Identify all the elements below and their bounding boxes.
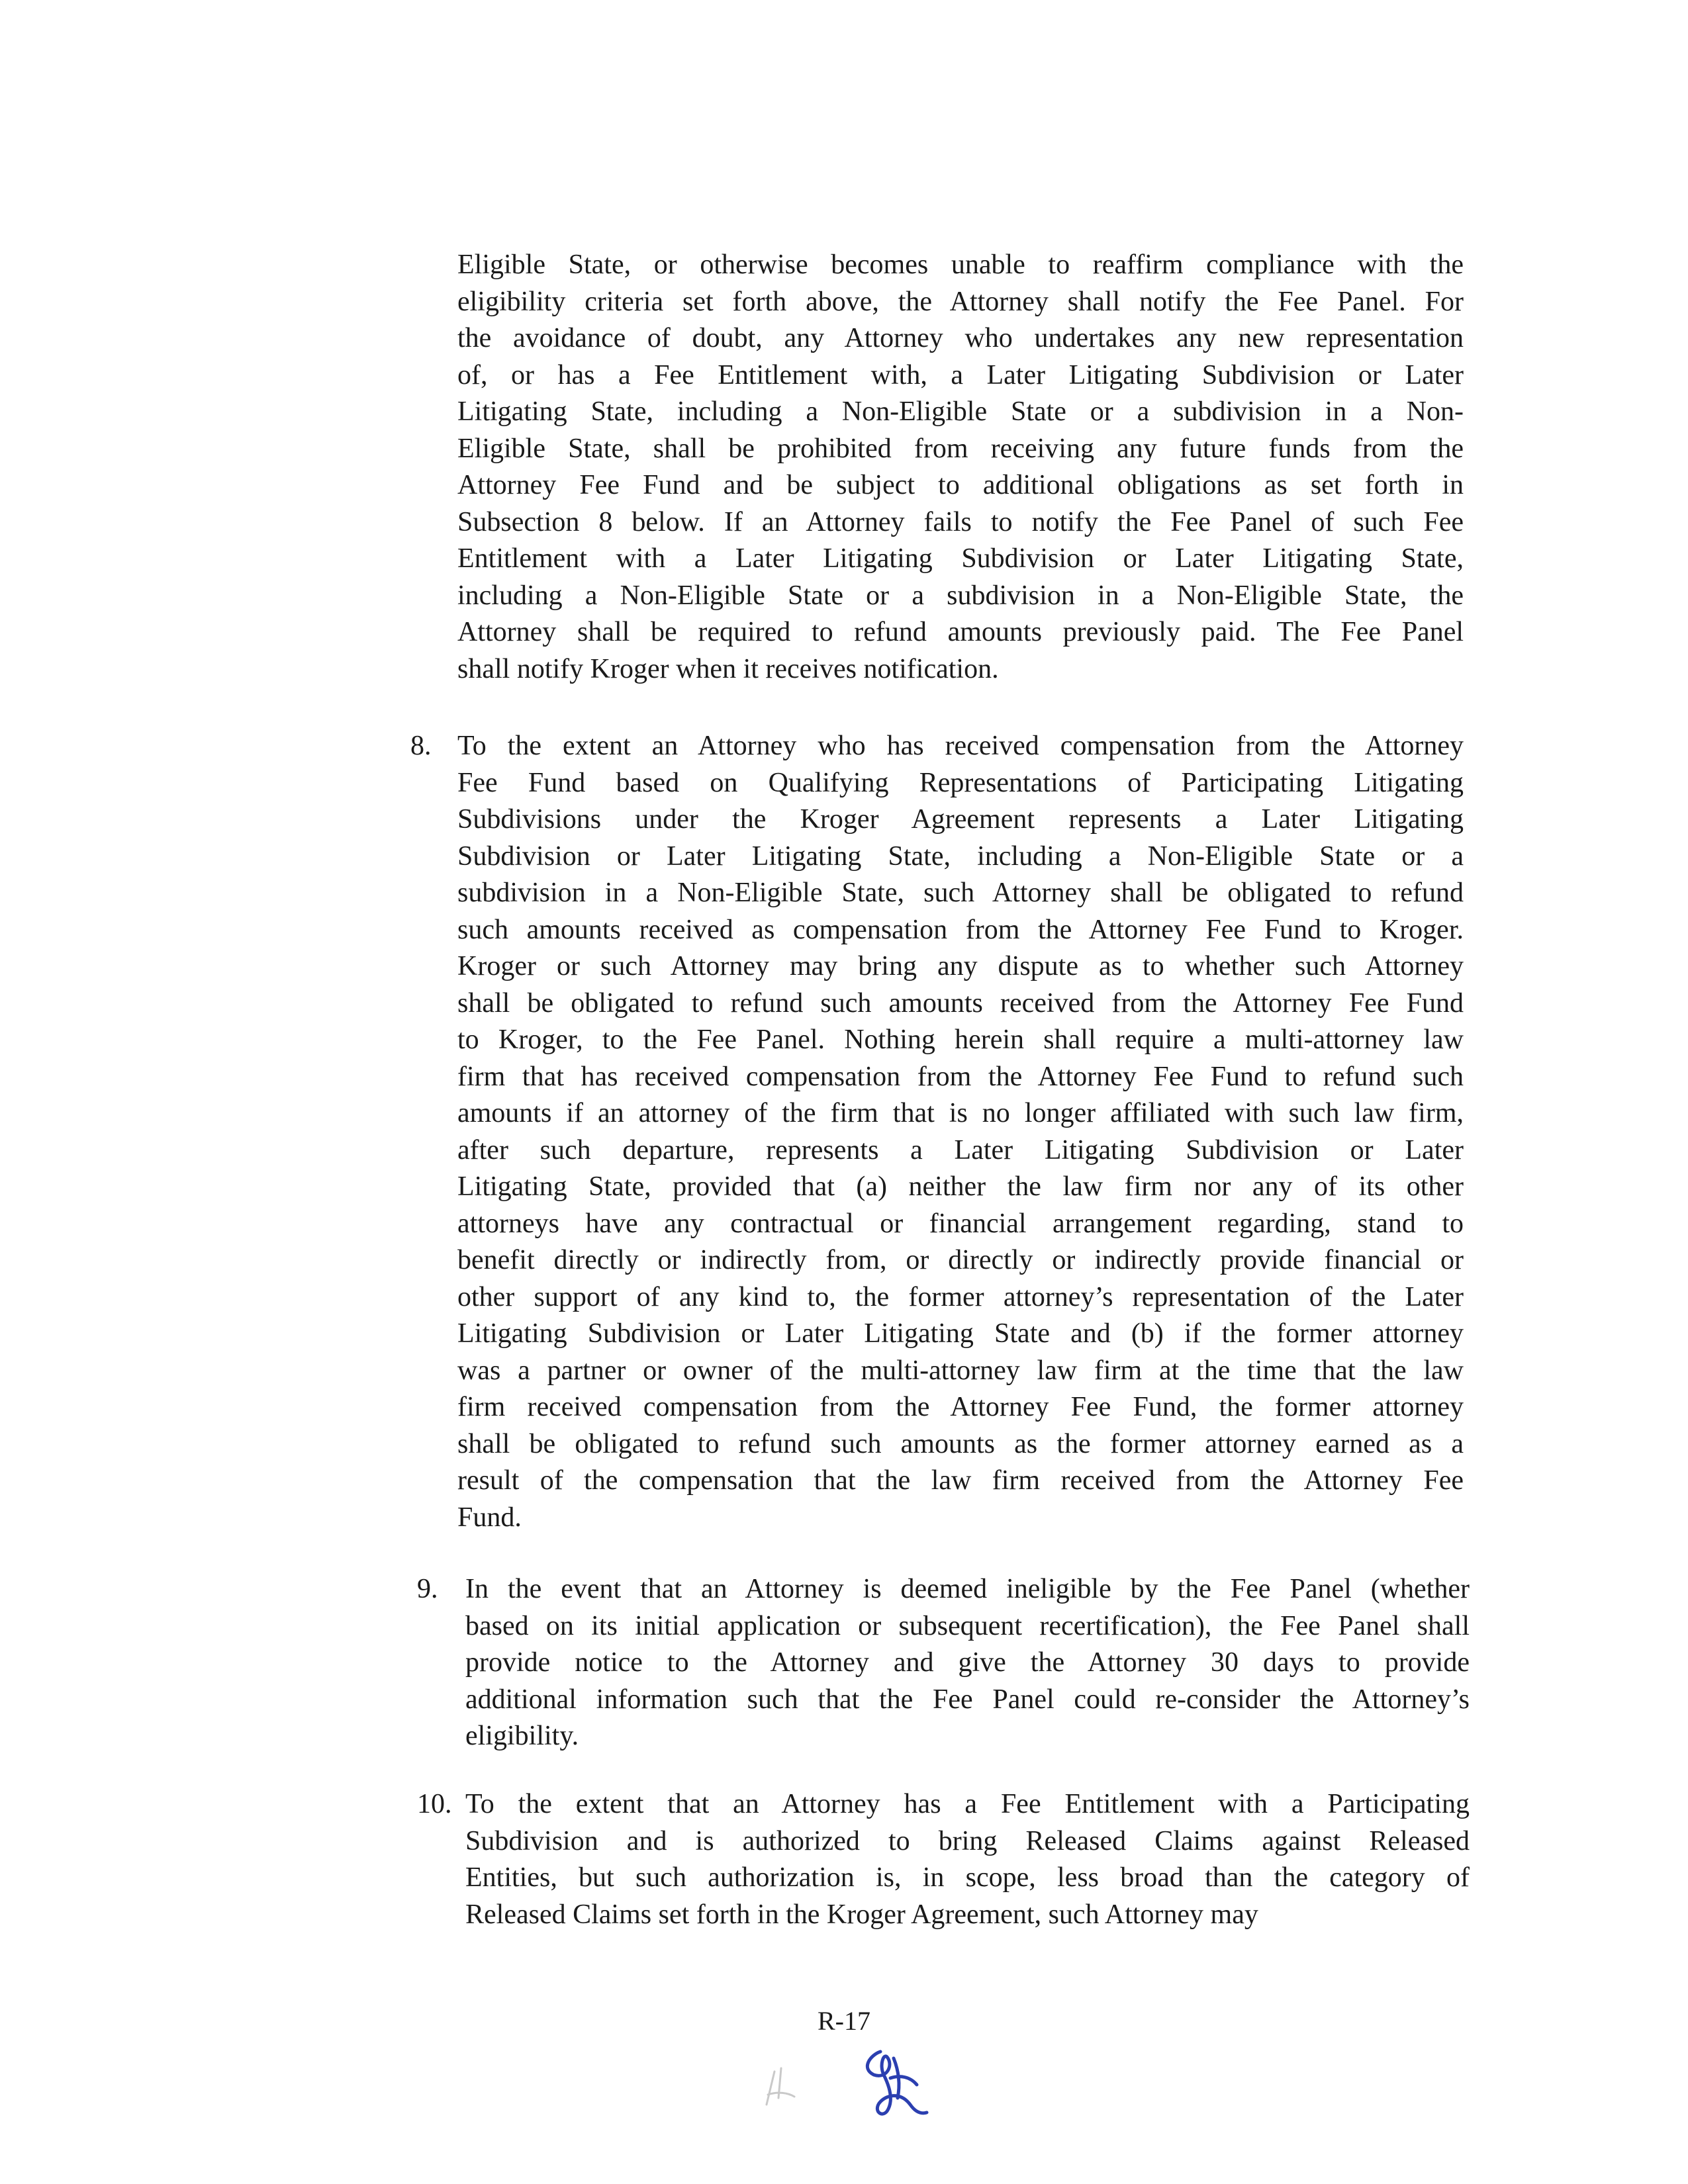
text-line: of, or has a Fee Entitlement with, a Later Litigating Subdivision or Later xyxy=(457,359,1464,390)
text-line: after such departure, represents a Later Litigating Subdivision or Later xyxy=(457,1134,1464,1165)
text-line: Subdivision and is authorized to bring Released Claims against Released xyxy=(465,1825,1470,1856)
text-line: Entitlement with a Later Litigating Subdivision or Later Litigating State, xyxy=(457,543,1464,574)
text-line: amounts if an attorney of the firm that is no longer affiliated with such law firm, xyxy=(457,1098,1464,1128)
text-line: Fund. xyxy=(457,1502,522,1533)
text-line: eligibility criteria set forth above, the Attorney shall notify the Fee Panel. For xyxy=(457,286,1464,317)
text-line: including a Non-Eligible State or a subdivision in a Non-Eligible State, the xyxy=(457,580,1464,611)
text-line: Subdivisions under the Kroger Agreement represents a Later Litigating xyxy=(457,804,1464,835)
text-line: shall be obligated to refund such amounts received from the Attorney Fee Fund xyxy=(457,987,1464,1019)
continued-paragraph xyxy=(457,247,1464,688)
text-line: Subdivision or Later Litigating State, including a Non-Eligible State or a xyxy=(457,841,1464,872)
item-number-8: 8. xyxy=(410,731,432,761)
text-line: Released Claims set forth in the Kroger Agreement, such Attorney may xyxy=(465,1899,1258,1930)
item-8-paragraph xyxy=(457,728,1464,1536)
handwritten-initials-icon xyxy=(854,2045,940,2124)
text-line: was a partner or owner of the multi-attorney law firm at the time that the law xyxy=(457,1355,1464,1386)
text-line: the avoidance of doubt, any Attorney who undertakes any new representation xyxy=(457,323,1464,353)
faint-mark-icon xyxy=(755,2058,808,2118)
text-line: firm received compensation from the Attorney Fee Fund, the former attorney xyxy=(457,1392,1464,1422)
item-10-paragraph xyxy=(465,1786,1470,1933)
text-line: based on its initial application or subsequent recertification), the Fee Panel shall xyxy=(465,1610,1470,1641)
text-line: Eligible State, or otherwise becomes unable to reaffirm compliance with the xyxy=(457,250,1464,280)
text-line: Kroger or such Attorney may bring any dispute as to whether such Attorney xyxy=(457,951,1464,981)
text-line: Litigating State, including a Non-Eligible State or a subdivision in a Non- xyxy=(457,396,1464,427)
page-number: R-17 xyxy=(818,2006,870,2036)
text-line: firm that has received compensation from the Attorney Fee Fund to refund such xyxy=(457,1061,1464,1092)
text-line: Litigating Subdivision or Later Litigating State and (b) if the former attorney xyxy=(457,1318,1464,1349)
text-line: shall be obligated to refund such amounts as the former attorney earned as a xyxy=(457,1428,1464,1459)
text-line: Subsection 8 below. If an Attorney fails to notify the Fee Panel of such Fee xyxy=(457,506,1464,537)
text-line: To the extent that an Attorney has a Fee Entitlement with a Participating xyxy=(465,1789,1470,1819)
text-line: Attorney shall be required to refund amounts previously paid. The Fee Panel xyxy=(457,617,1464,647)
item-number-10: 10. xyxy=(417,1789,452,1819)
item-9-paragraph xyxy=(465,1571,1470,1755)
text-line: benefit directly or indirectly from, or directly or indirectly provide financial or xyxy=(457,1245,1464,1275)
text-line: In the event that an Attorney is deemed ineligible by the Fee Panel (whether xyxy=(465,1574,1470,1604)
text-line: Attorney Fee Fund and be subject to additional obligations as set forth in xyxy=(457,470,1464,500)
text-line: result of the compensation that the law firm received from the Attorney Fee xyxy=(457,1465,1464,1496)
text-line: Eligible State, shall be prohibited from receiving any future funds from the xyxy=(457,433,1464,464)
text-line: Fee Fund based on Qualifying Representations of Participating Litigating xyxy=(457,767,1464,798)
text-line: eligibility. xyxy=(465,1721,579,1751)
text-line: shall notify Kroger when it receives notification. xyxy=(457,653,999,684)
text-line: attorneys have any contractual or financial arrangement regarding, stand to xyxy=(457,1208,1464,1239)
text-line: Entities, but such authorization is, in scope, less broad than the category of xyxy=(465,1862,1470,1893)
text-line: to Kroger, to the Fee Panel. Nothing herein shall require a multi-attorney law xyxy=(457,1024,1464,1055)
text-line: Litigating State, provided that (a) neither the law firm nor any of its other xyxy=(457,1171,1464,1202)
text-line: To the extent an Attorney who has received compensation from the Attorney xyxy=(457,731,1464,761)
text-line: such amounts received as compensation from the Attorney Fee Fund to Kroger. xyxy=(457,914,1464,945)
item-number-9: 9. xyxy=(417,1574,438,1604)
text-line: subdivision in a Non-Eligible State, such Attorney shall be obligated to refund xyxy=(457,878,1464,908)
text-line: additional information such that the Fee Panel could re-consider the Attorney’s xyxy=(465,1684,1470,1715)
text-line: other support of any kind to, the former attorney’s representation of the Later xyxy=(457,1281,1464,1312)
text-line: provide notice to the Attorney and give the Attorney 30 days to provide xyxy=(465,1647,1470,1678)
